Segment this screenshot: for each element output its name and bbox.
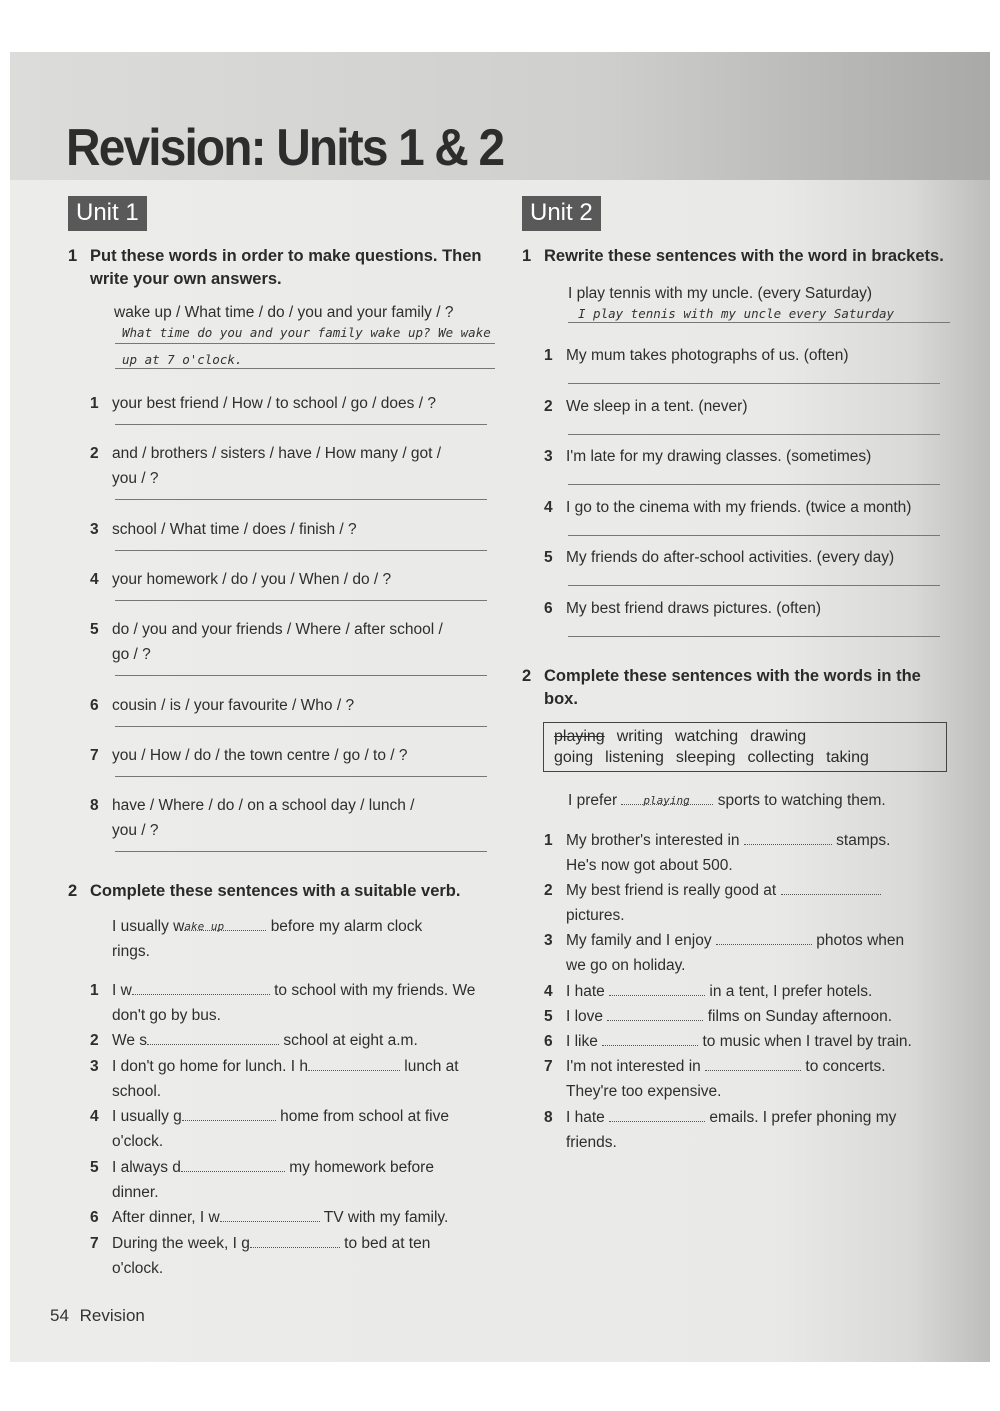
box-word: listening xyxy=(605,749,664,766)
blank-field[interactable] xyxy=(181,1157,285,1172)
answer-line[interactable] xyxy=(115,600,487,601)
unit2-ex2-item: 2 My best friend is really good at pictures. xyxy=(544,878,964,928)
answer-line[interactable] xyxy=(115,424,487,425)
answer-line[interactable] xyxy=(568,636,940,637)
answer-line[interactable] xyxy=(115,499,487,500)
blank-field[interactable] xyxy=(781,880,881,895)
unit1-ex1-instruction: 1 Put these words in order to make questions. Then write your own answers. xyxy=(68,247,482,288)
unit2-ex2-item: 8 I hate emails. I prefer phoning my friends. xyxy=(544,1109,897,1151)
answer-line[interactable] xyxy=(568,434,940,435)
unit1-ex2-item: 5 I always d my homework before dinner. xyxy=(90,1159,434,1201)
page-footer xyxy=(50,1306,145,1326)
box-word: sleeping xyxy=(675,749,736,766)
answer-line[interactable] xyxy=(568,383,940,384)
page-title: Revision: Units 1 & 2 xyxy=(66,119,504,177)
unit1-ex2-example: I usually w ake up before my alarm clock rings. xyxy=(112,918,423,960)
unit2-ex2-example: I prefer playing sports to watching them. xyxy=(568,792,886,809)
unit2-ex2-item: 1 My brother's interested in stamps. He's now got about 500. xyxy=(544,832,891,874)
unit2-ex2-item: 3 My family and I enjoy photos when we go on holiday. xyxy=(544,932,905,974)
answer-line[interactable] xyxy=(115,550,487,551)
unit1-ex2-item: 3 I don't go home for lunch. I h lunch at school. xyxy=(90,1058,459,1100)
blank-field[interactable] xyxy=(182,1106,276,1121)
blank-field[interactable] xyxy=(609,1107,705,1122)
unit1-ex1-example-answer-1: What time do you and your family wake up? We wake xyxy=(122,325,491,340)
unit2-ex2-instruction: 2 Complete these sentences with the words in the box. xyxy=(522,667,921,708)
blank-field[interactable] xyxy=(147,1030,279,1045)
unit1-ex2-item: 6 After dinner, I w TV with my family. xyxy=(90,1209,449,1226)
blank-field[interactable] xyxy=(716,930,812,945)
blank-field[interactable] xyxy=(705,1056,801,1071)
blank-field[interactable] xyxy=(607,1006,703,1021)
blank-field[interactable] xyxy=(220,1207,320,1222)
unit1-ex1-item: 6 cousin / is / your favourite / Who / ? xyxy=(90,697,355,714)
unit1-ex1-item: 1 your best friend / How / to school / go / does / ? xyxy=(90,395,436,412)
answer-line[interactable] xyxy=(568,535,940,536)
footer-label: Revision xyxy=(79,1306,145,1325)
box-word: playing xyxy=(554,728,605,745)
unit1-ex2-item: 4 I usually g home from school at five o'clock. xyxy=(90,1108,449,1150)
answer-line[interactable] xyxy=(568,585,940,586)
page-number: 54 xyxy=(50,1306,69,1325)
box-word: watching xyxy=(674,728,739,745)
unit1-ex1-item: 2 and / brothers / sisters / have / How many / got / you / ? xyxy=(90,445,442,487)
blank-field[interactable] xyxy=(609,981,705,996)
box-word: taking xyxy=(826,749,869,766)
unit2-ex1-instruction: 1 Rewrite these sentences with the word in brackets. xyxy=(522,247,944,265)
blank-field[interactable] xyxy=(132,980,270,995)
box-word: drawing xyxy=(750,728,807,745)
unit2-tab: Unit 2 xyxy=(522,196,601,231)
answer-line xyxy=(568,322,950,323)
blank-field[interactable] xyxy=(250,1233,340,1248)
unit1-ex1-item: 8 have / Where / do / on a school day / lunch / you / ? xyxy=(90,797,415,839)
blank-field[interactable] xyxy=(602,1031,698,1046)
unit1-ex2-instruction: 2 Complete these sentences with a suitable verb. xyxy=(68,882,461,900)
unit2-ex1-item: 2 We sleep in a tent. (never) xyxy=(544,398,748,415)
unit2-ex1-item: 6 My best friend draws pictures. (often) xyxy=(544,600,821,617)
unit1-ex1-item: 5 do / you and your friends / Where / after school / go / ? xyxy=(90,621,443,663)
answer-line[interactable] xyxy=(115,851,487,852)
answer-line[interactable] xyxy=(115,776,487,777)
unit1-ex2-item: 1 I w to school with my friends. We don't go by bus. xyxy=(90,982,476,1024)
box-word: collecting xyxy=(747,749,815,766)
unit2-ex1-item: 3 I'm late for my drawing classes. (sometimes) xyxy=(544,448,872,465)
answer-line[interactable] xyxy=(568,484,940,485)
unit2-ex2-item: 6 I like to music when I travel by train. xyxy=(544,1033,912,1050)
answer-line xyxy=(115,343,495,344)
unit2-ex1-item: 4 I go to the cinema with my friends. (twice a month) xyxy=(544,499,912,516)
unit2-ex2-item: 4 I hate in a tent, I prefer hotels. xyxy=(544,983,873,1000)
answer-line[interactable] xyxy=(115,726,487,727)
answer-line xyxy=(115,368,495,369)
unit1-tab: Unit 1 xyxy=(68,196,147,231)
word-box-row-1 xyxy=(554,726,936,747)
blank-field[interactable] xyxy=(308,1056,400,1071)
unit1-ex1-example-answer-2: up at 7 o'clock. xyxy=(122,352,243,367)
unit2-ex2-item: 5 I love films on Sunday afternoon. xyxy=(544,1008,893,1025)
answer-line[interactable] xyxy=(115,675,487,676)
unit1-ex1-item: 4 your homework / do / you / When / do / ? xyxy=(90,571,392,588)
blank-field[interactable] xyxy=(744,830,832,845)
unit1-ex1-item: 7 you / How / do / the town centre / go / to / ? xyxy=(90,747,408,764)
unit1-ex1-item: 3 school / What time / does / finish / ? xyxy=(90,521,357,538)
unit2-ex2-item: 7 I'm not interested in to concerts. They're too expensive. xyxy=(544,1058,886,1100)
unit2-ex1-item: 5 My friends do after-school activities. (every day) xyxy=(544,549,895,566)
box-word: going xyxy=(554,749,594,766)
unit2-ex1-item: 1 My mum takes photographs of us. (often) xyxy=(544,347,849,364)
unit1-ex2-item: 2 We s school at eight a.m. xyxy=(90,1032,418,1049)
unit1-ex2-item: 7 During the week, I g to bed at ten o'clock. xyxy=(90,1235,431,1277)
box-word: writing xyxy=(616,728,663,745)
word-box xyxy=(543,722,947,772)
unit2-ex1-example-answer: I play tennis with my uncle every Saturday xyxy=(578,306,895,321)
word-box-row-2 xyxy=(554,747,936,768)
